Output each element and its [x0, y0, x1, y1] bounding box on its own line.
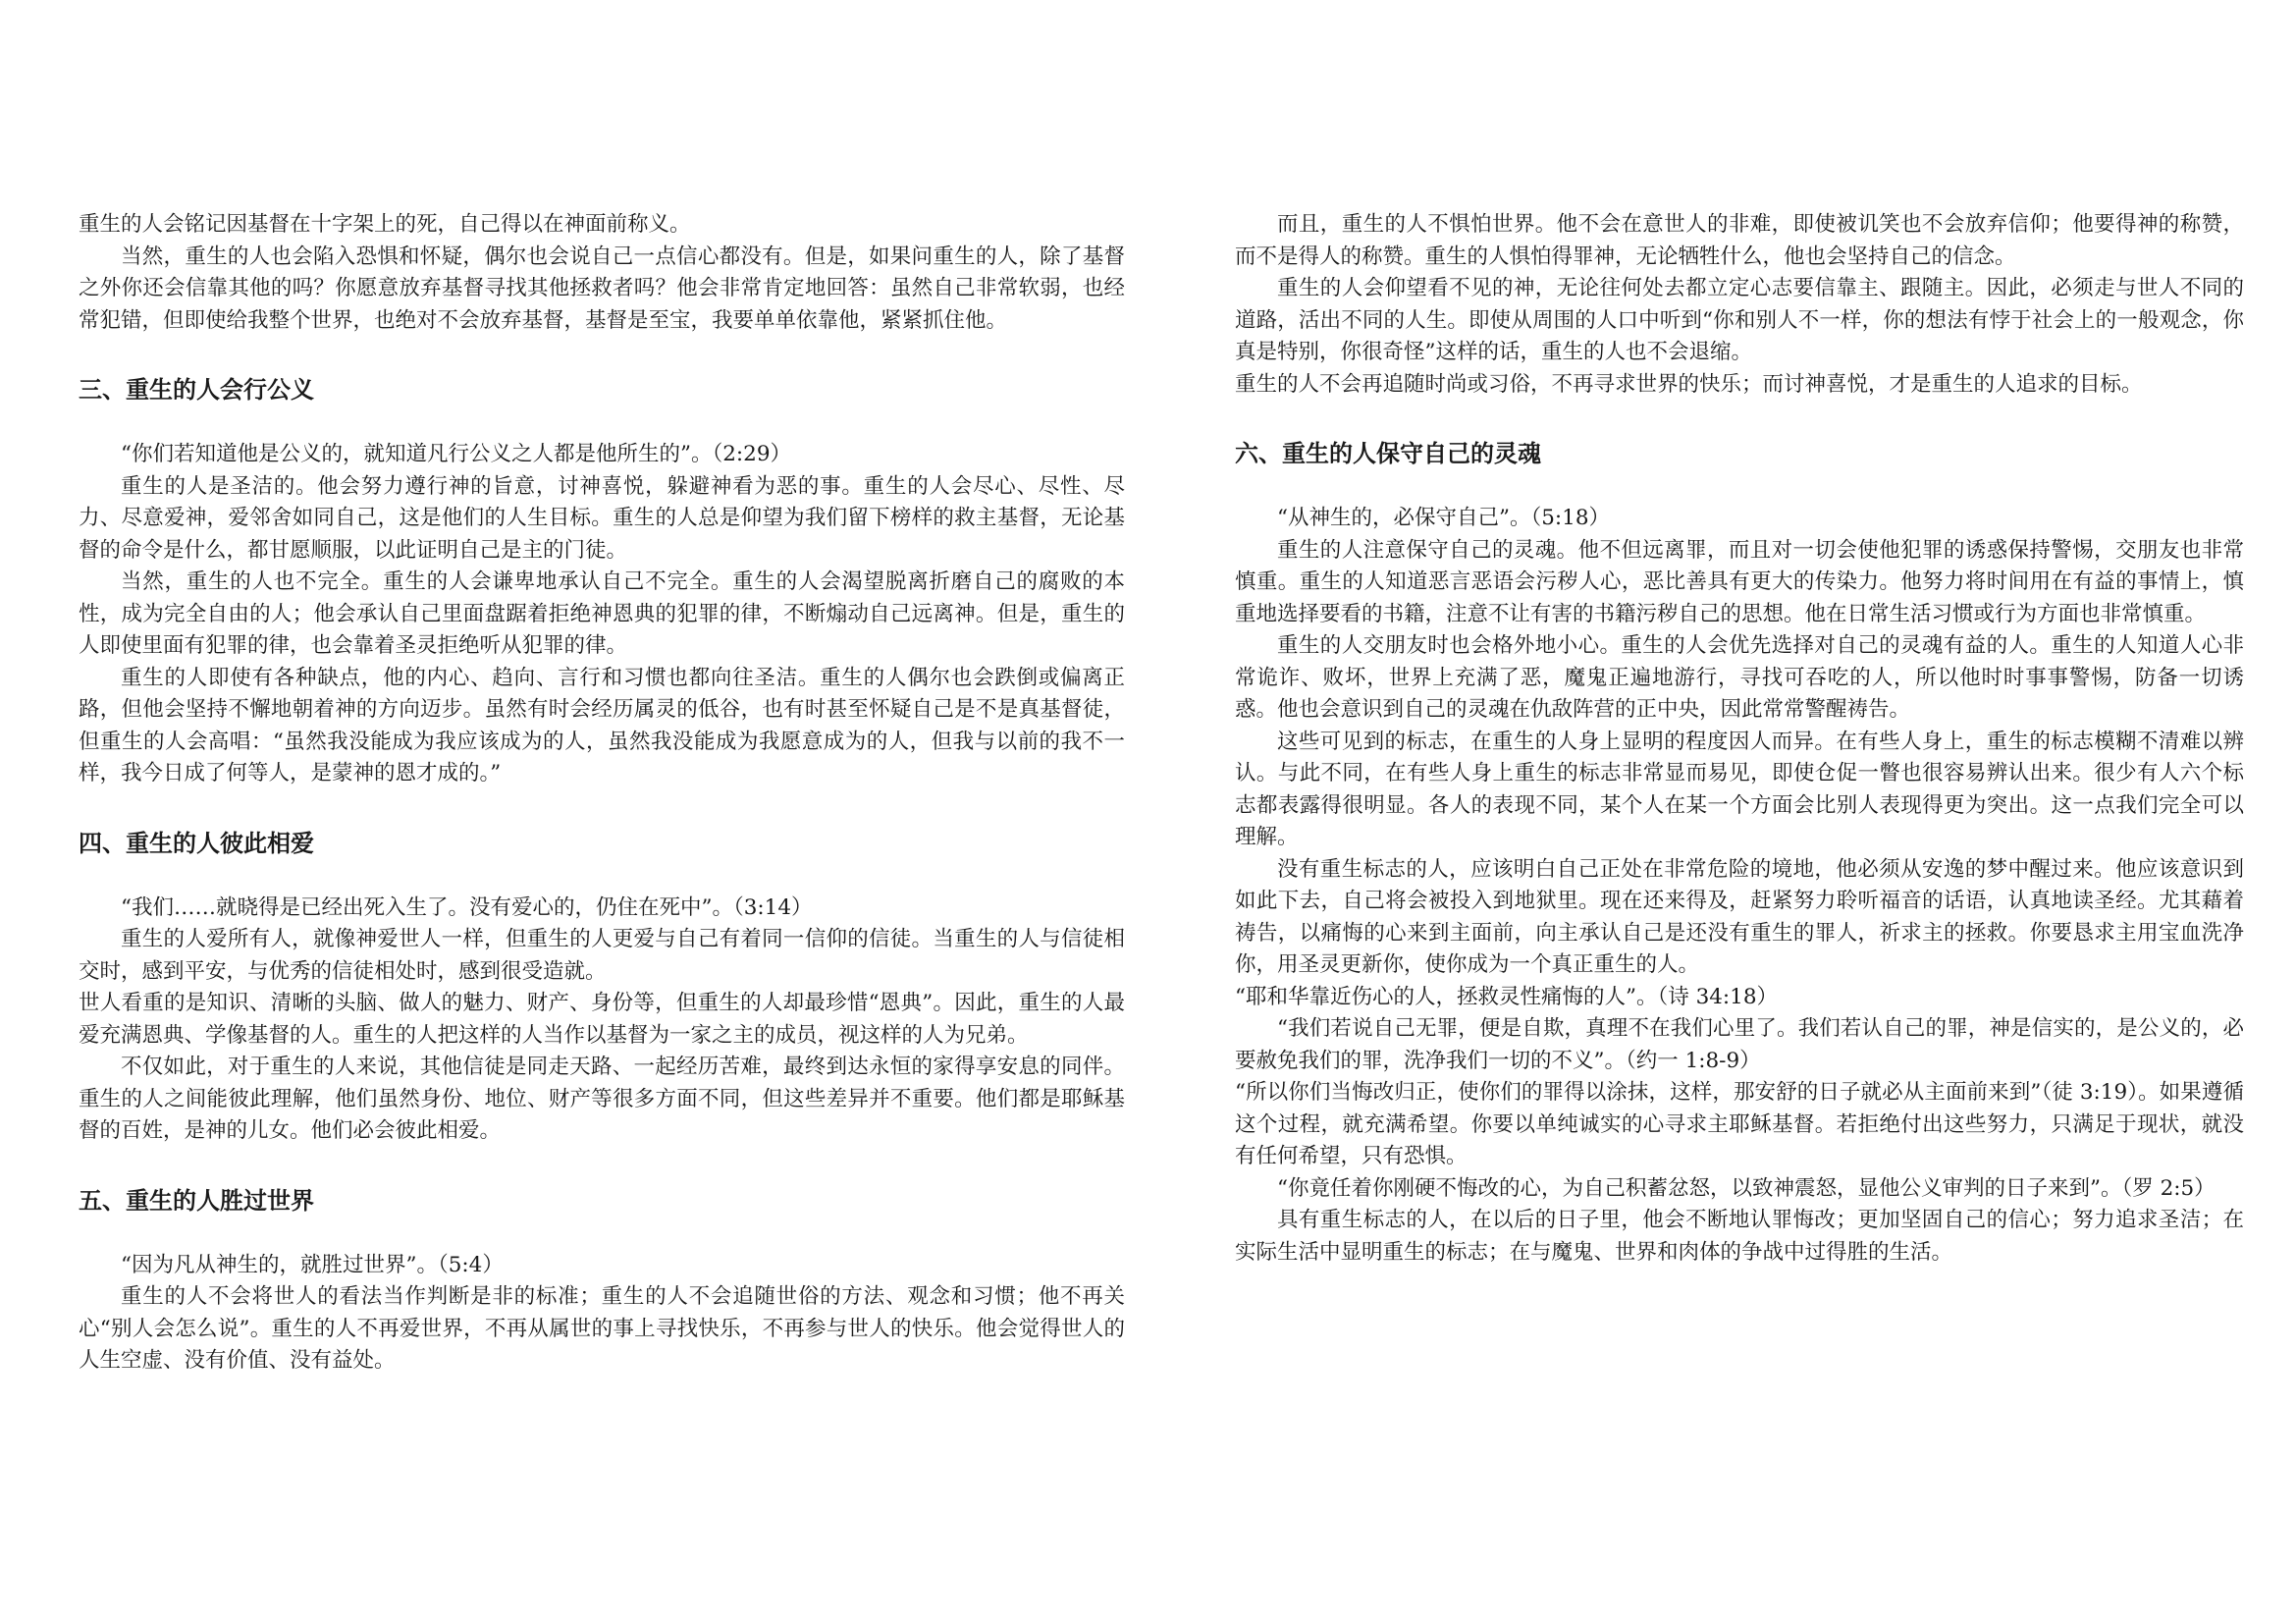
- paragraph: 世人看重的是知识、清晰的头脑、做人的魅力、财产、身份等，但重生的人却最珍惜“恩典”。因此，重生的人最爱充满恩典、学像基督的人。重生的人把这样的人当作以基督为一家之主的成员，视这样的人为兄弟。: [79, 991, 1125, 1048]
- section-heading-6: 六、重生的人保守自己的灵魂: [1235, 440, 1541, 467]
- paragraph: 不仅如此，对于重生的人来说，其他信徒是同走天路、一起经历苦难，最终到达永恒的家得享安息的同伴。重生的人之间能彼此理解，他们虽然身份、地位、财产等很多方面不同，但这些差异并不重要。他们都是耶稣基督的百姓，是神的儿女。他们必会彼此相爱。: [79, 1055, 1125, 1143]
- scripture-quote: “我们……就晓得是已经出死入生了。没有爱心的，仍住在死中”。（3:14）: [121, 894, 813, 920]
- scripture-quote: “耶和华靠近伤心的人，拯救灵性痛悔的人”。（诗 34:18）: [1235, 984, 1779, 1009]
- paragraph: 重生的人不会再追随时尚或习俗，不再寻求世界的快乐；而讨神喜悦，才是重生的人追求的目标。: [1235, 371, 2143, 397]
- paragraph: 重生的人会铭记因基督在十字架上的死，自己得以在神面前称义。: [79, 212, 691, 237]
- right-column: [1235, 209, 2244, 1269]
- paragraph: 具有重生标志的人，在以后的日子里，他会不断地认罪悔改；更加坚固自己的信心；努力追求圣洁；在实际生活中显明重生的标志；在与魔鬼、世界和肉体的争战中过得胜的生活。: [1235, 1208, 2244, 1265]
- paragraph: 重生的人是圣洁的。他会努力遵行神的旨意，讨神喜悦，躲避神看为恶的事。重生的人会尽心、尽性、尽力、尽意爱神，爱邻舍如同自己，这是他们的人生目标。重生的人总是仰望为我们留下榜样的救主基督，无论基督的命令是什么，都甘愿顺服，以此证明自己是主的门徒。: [79, 473, 1125, 563]
- paragraph: 重生的人交朋友时也会格外地小心。重生的人会优先选择对自己的灵魂有益的人。重生的人知道人心非常诡诈、败坏，世界上充满了恶，魔鬼正遍地游行，寻找可吞吃的人，所以他时时事事警惕，防备一切诱惑。他也会意识到自己的灵魂在仇敌阵营的正中央，因此常常警醒祷告。: [1235, 633, 2244, 722]
- left-column: [79, 209, 1125, 1378]
- scripture-quote: “所以你们当悔改归正，使你们的罪得以涂抹，这样，那安舒的日子就必从主面前来到”（徒 3:19）。如果遵循这个过程，就充满希望。你要以单纯诚实的心寻求主耶稣基督。若拒绝付出这些努力，只满足于现状，就没有任何希望，只有恐惧。: [1235, 1080, 2244, 1168]
- paragraph: 重生的人爱所有人，就像神爱世人一样，但重生的人更爱与自己有着同一信仰的信徒。当重生的人与信徒相交时，感到平安，与优秀的信徒相处时，感到很受造就。: [79, 927, 1125, 984]
- paragraph: 这些可见到的标志，在重生的人身上显明的程度因人而异。在有些人身上，重生的标志模糊不清难以辨认。与此不同，在有些人身上重生的标志非常显而易见，即使仓促一瞥也很容易辨认出来。很少有人六个标志都表露得很明显。各人的表现不同，某个人在某一个方面会比别人表现得更为突出。这一点我们完全可以理解。: [1235, 729, 2244, 849]
- section-heading-5: 五、重生的人胜过世界: [79, 1186, 314, 1215]
- scripture-quote: “你竟任着你刚硬不悔改的心，为自己积蓄忿怒，以致神震怒，显他公义审判的日子来到”。（罗 2:5）: [1277, 1175, 2216, 1201]
- paragraph: 重生的人注意保守自己的灵魂。他不但远离罪，而且对一切会使他犯罪的诱惑保持警惕，交朋友也非常慎重。重生的人知道恶言恶语会污秽人心，恶比善具有更大的传染力。他努力将时间用在有益的事情上，慎重地选择要看的书籍，注意不让有害的书籍污秽自己的思想。他在日常生活习惯或行为方面也非常慎重。: [1235, 537, 2244, 626]
- paragraph: 重生的人即使有各种缺点，他的内心、趋向、言行和习惯也都向往圣洁。重生的人偶尔也会跌倒或偏离正路，但他会坚持不懈地朝着神的方向迈步。虽然有时会经历属灵的低谷，也有时甚至怀疑自己是不是真基督徒，但重生的人会高唱：“虽然我没能成为我应该成为的人，虽然我没能成为我愿意成为的人，但我与以前的我不一样，我今日成了何等人，是蒙神的恩才成的。”: [79, 665, 1125, 785]
- scripture-quote: “因为凡从神生的，就胜过世界”。（5:4）: [121, 1252, 504, 1277]
- paragraph: 当然，重生的人也不完全。重生的人会谦卑地承认自己不完全。重生的人会渴望脱离折磨自己的腐败的本性，成为完全自由的人；他会承认自己里面盘踞着拒绝神恩典的犯罪的律，不断煽动自己远离神。但是，重生的人即使里面有犯罪的律，也会靠着圣灵拒绝听从犯罪的律。: [79, 569, 1125, 658]
- scripture-quote: “你们若知道他是公义的，就知道凡行公义之人都是他所生的”。（2:29）: [121, 442, 792, 466]
- scripture-quote: “从神生的，必保守自己”。（5:18）: [1277, 506, 1611, 530]
- scripture-quote: “我们若说自己无罪，便是自欺，真理不在我们心里了。我们若认自己的罪，神是信实的，是公义的，必要赦免我们的罪，洗净我们一切的不义”。（约一 1:8-9）: [1235, 1016, 2244, 1073]
- paragraph: 当然，重生的人也会陷入恐惧和怀疑，偶尔也会说自己一点信心都没有。但是，如果问重生的人，除了基督之外你还会信靠其他的吗？你愿意放弃基督寻找其他拯救者吗？他会非常肯定地回答：虽然自己非常软弱，也经常犯错，但即使给我整个世界，也绝对不会放弃基督，基督是至宝，我要单单依靠他，紧紧抓住他。: [79, 244, 1125, 333]
- section-heading-4: 四、重生的人彼此相爱: [79, 829, 314, 857]
- paragraph: 重生的人不会将世人的看法当作判断是非的标准；重生的人不会追随世俗的方法、观念和习惯；他不再关心“别人会怎么说”。重生的人不再爱世界，不再从属世的事上寻找快乐，不再参与世人的快乐。他会觉得世人的人生空虚、没有价值、没有益处。: [79, 1284, 1125, 1373]
- paragraph: 重生的人会仰望看不见的神，无论往何处去都立定心志要信靠主、跟随主。因此，必须走与世人不同的道路，活出不同的人生。即使从周围的人口中听到“你和别人不一样，你的想法有悖于社会上的一般观念，你真是特别，你很奇怪”这样的话，重生的人也不会退缩。: [1235, 276, 2244, 364]
- section-heading-3: 三、重生的人会行公义: [79, 376, 314, 404]
- paragraph: 而且，重生的人不惧怕世界。他不会在意世人的非难，即使被讥笑也不会放弃信仰；他要得神的称赞，而不是得人的称赞。重生的人惧怕得罪神，无论牺牲什么，他也会坚持自己的信念。: [1235, 212, 2244, 269]
- paragraph: 没有重生标志的人，应该明白自己正处在非常危险的境地，他必须从安逸的梦中醒过来。他应该意识到如此下去，自己将会被投入到地狱里。现在还来得及，赶紧努力聆听福音的话语，认真地读圣经。尤其藉着祷告，以痛悔的心来到主面前，向主承认自己是还没有重生的罪人，祈求主的拯救。你要恳求主用宝血洗净你，用圣灵更新你，使你成为一个真正重生的人。: [1235, 856, 2244, 977]
